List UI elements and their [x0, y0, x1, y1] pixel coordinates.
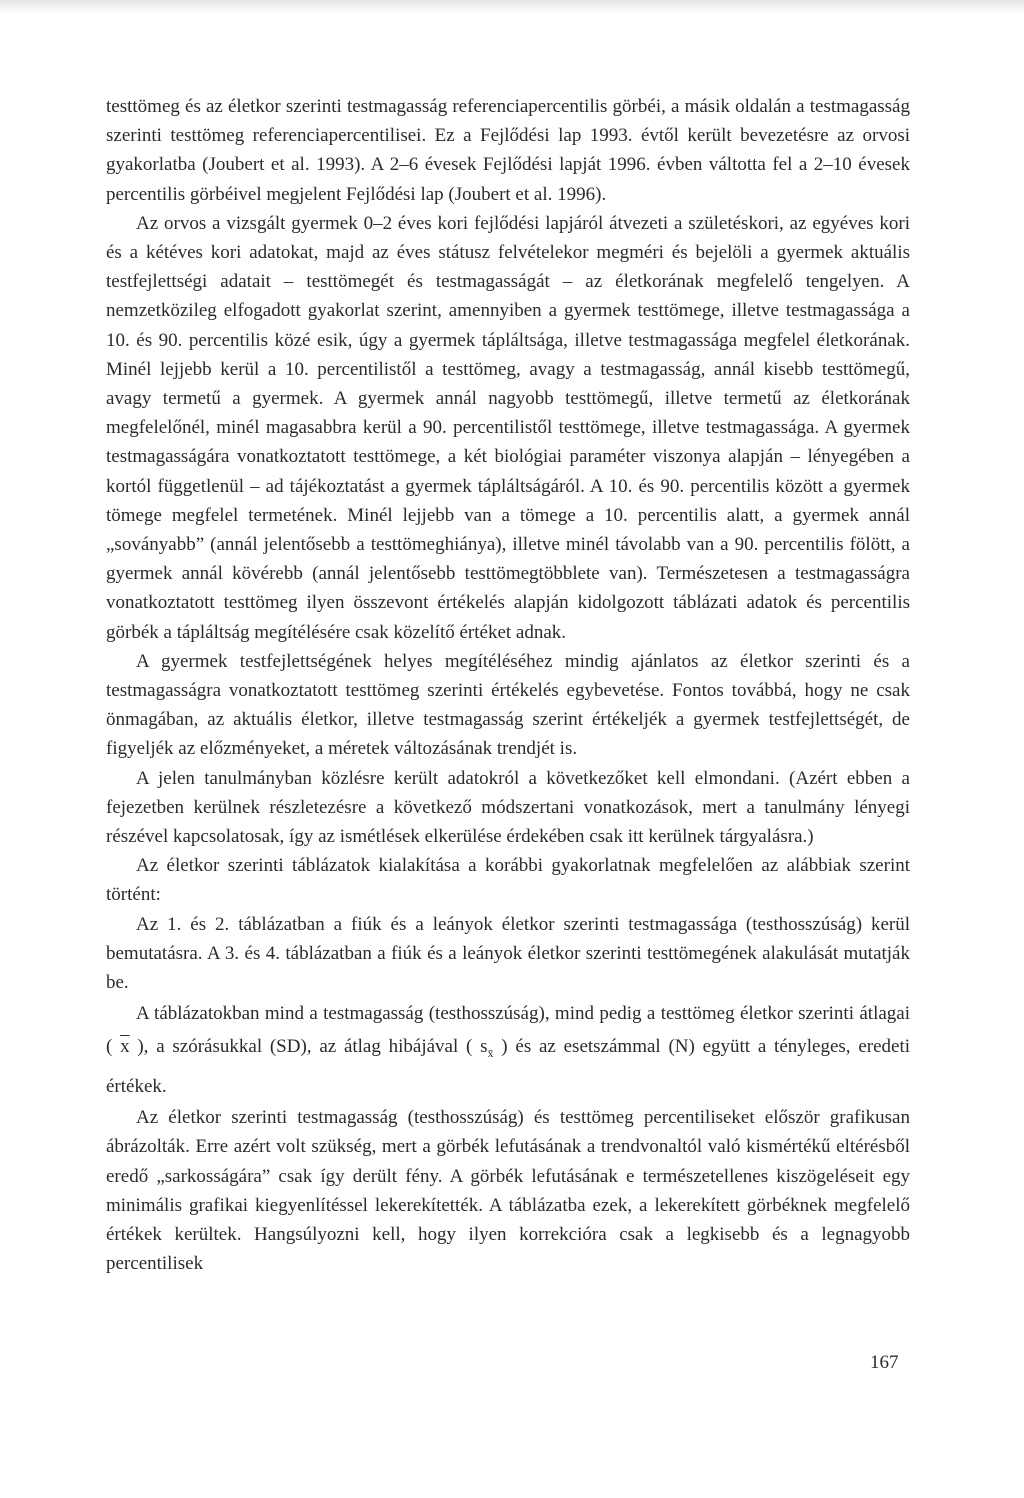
- standard-error-symbol: s: [480, 1036, 488, 1058]
- paragraph-methodology-intro: A jelen tanulmányban közlésre került adatokról a következőket kell elmondani. (Azért ebben a fejezetben kerülnek részletezésre a következő módszertani vonatkozások, mert a tanulmány lényegi részével kapcsolatosak, így az ismétlések elkerülése érdekében csak itt kerülnek tárgyalásra.): [106, 767, 910, 848]
- paragraph-assessment-advice: A gyermek testfejlettségének helyes megítéléséhez mindig ajánlatos az életkor szerinti és a testmagasságra vonatkoztatott testtömeg szerinti értékelés egybevetése. Fontos továbbá, hogy ne csak önmagában, az aktuális életkor, illetve testmagasság szerint értékeljék a gyermek testfejlettségét, de figyeljék az előzményeket, a méretek változásának trendjét is.: [106, 650, 910, 760]
- paragraph-table-contents: Az 1. és 2. táblázatban a fiúk és a leányok életkor szerinti testmagassága (testhosszúság) kerül bemutatásra. A 3. és 4. táblázatban a fiúk és a leányok életkor szerinti testtömegének alakulását mutatják be.: [106, 913, 910, 994]
- scan-top-shadow: [0, 0, 1024, 14]
- page-number: 167: [870, 1352, 899, 1373]
- standard-error-subscript: x̄: [487, 1046, 494, 1061]
- paragraph-growth-chart-usage: Az orvos a vizsgált gyermek 0–2 éves kori fejlődési lapjáról átvezeti a születéskori, az egyéves kori és a kétéves kori adatokat, majd az éves státusz felvételekor megméri és bejelöli a gyermek aktuális testfejlettségi adatait – testtömegét és testmagasságát – az életkorának megfelelő tengelyen. A nemzetközileg elfogadott gyakorlat szerint, amennyiben a gyermek testtömege, illetve testmagassága a 10. és 90. percentilis közé esik, úgy a gyermek tápláltsága, illetve testmagassága megfelel életkorának. Minél lejjebb kerül a 10. percentilistől a testtömeg, avagy a testmagasság, annál kisebb testtömegű, avagy termetű a gyermek. A gyermek annál nagyobb testtömegű, illetve termetű az életkorának megfelelőnél, minél magasabbra kerül a 90. percentilistől testtömege, illetve testmagassága. A gyermek testmagasságára vonatkoztatott testtömege, a két biológiai paraméter viszonya alapján – lényegében a kortól függetlenül – ad tájékoztatást a gyermek tápláltságáról. A 10. és 90. percentilis között a gyermek tömege megfelel termetének. Minél lejjebb van a tömege a 10. percentilis alatt, a gyermek annál „soványabb” (annál jelentősebb a testtömeghiánya), illetve minél távolabb van a 90. percentilis fölött, a gyermek annál kövérebb (annál jelentősebb testtömegtöbblete van). Természetesen a testmagasságra vonatkoztatott testtömeg ilyen összevont értékelés alapján kidolgozott táblázati adatok és percentilis görbék a tápláltság megítélésére csak közelítő értéket adnak.: [106, 212, 910, 643]
- paragraph-statistics: [106, 997, 910, 1103]
- statistics-text-after: ) és az esetszámmal (N) együtt a tényleges, eredeti értékek.: [106, 1036, 911, 1098]
- paragraph-continued: testtömeg és az életkor szerinti testmagasság referenciapercentilis görbéi, a másik oldalán a testmagasság szerinti testtömeg referenciapercentilisei. Ez a Fejlődési lap 1993. évtől került bevezetésre az orvosi gyakorlatba (Joubert et al. 1993). A 2–6 évesek Fejlődési lapját 1996. évben váltotta fel a 2–10 évesek percentilis görbéivel megjelent Fejlődési lap (Joubert et al. 1996).: [106, 96, 910, 205]
- paragraph-table-construction: Az életkor szerinti táblázatok kialakítása a korábbi gyakorlatnak megfelelően az alábbiak szerint történt:: [106, 855, 910, 906]
- statistics-text-middle: ), a szórásukkal (SD), az átlag hibájával (: [129, 1036, 481, 1058]
- paragraph-percentile-smoothing: Az életkor szerinti testmagasság (testhosszúság) és testtömeg percentiliseket először grafikusan ábrázolták. Erre azért volt szükség, mert a görbék lefutásának a trendvonaltól való kismértékű eltérésből eredő „sarkosságára” csak így derült fény. A görbék lefutásának e természetellenes kiszögeléseit egy minimális grafikai kiegyenlítéssel lekerekítették. A táblázatba ezek, a lekerekített görbéknek megfelelő értékek kerültek. Hangsúlyozni kell, hogy ilyen korrekcióra csak a legkisebb és a legnagyobb percentilisek: [106, 1107, 910, 1275]
- mean-symbol: $\overline{x}$: [120, 1036, 130, 1058]
- body-text: [106, 92, 910, 1278]
- statistics-text-before: A táblázatokban mind a testmagasság (testhosszúság), mind pedig a testtömeg életkor szerinti átlagai (: [106, 1003, 910, 1058]
